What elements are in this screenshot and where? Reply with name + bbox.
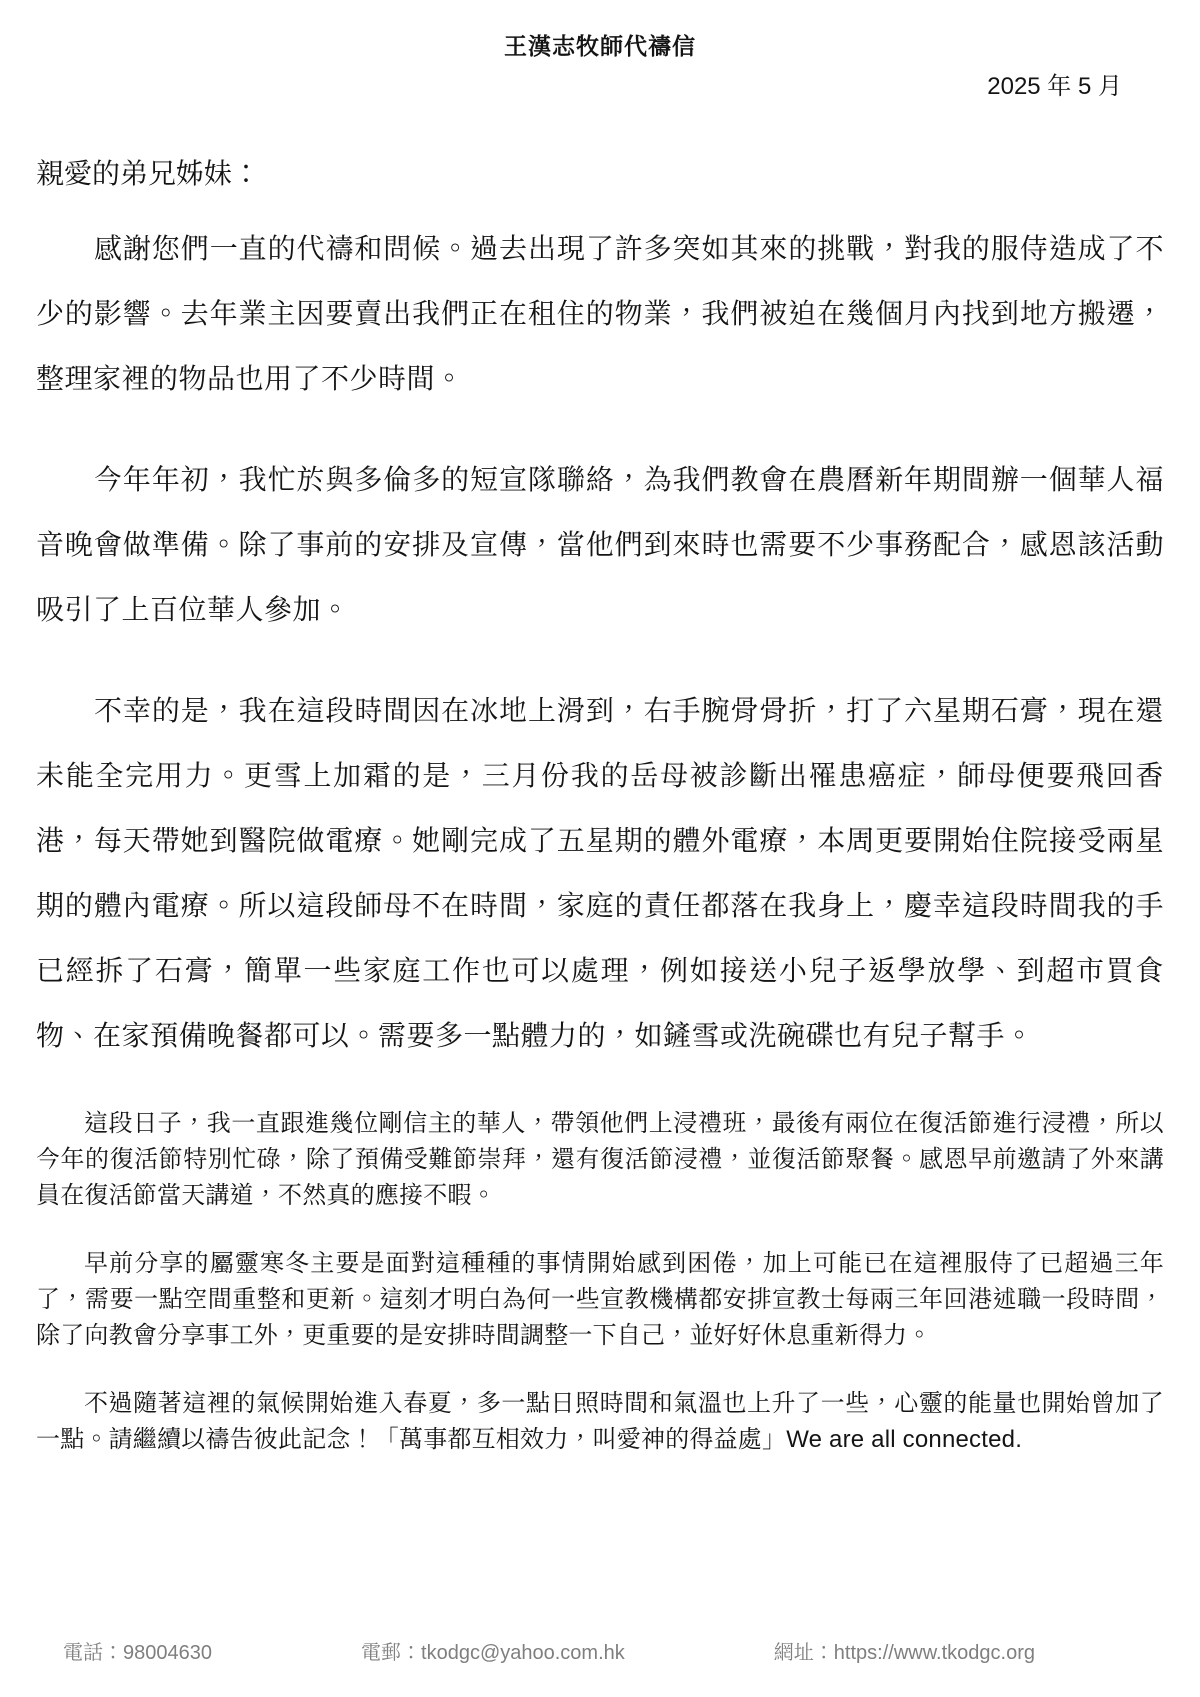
- paragraph-gospel-night: 今年年初，我忙於與多倫多的短宣隊聯絡，為我們教會在農曆新年期間辦一個華人福音晚會做準備。除了事前的安排及宣傳，當他們到來時也需要不少事務配合，感恩該活動吸引了上百位華人參加。: [36, 464, 1164, 625]
- paragraph-thanks-challenges: 感謝您們一直的代禱和問候。過去出現了許多突如其來的挑戰，對我的服侍造成了不少的影響。去年業主因要賣出我們正在租住的物業，我們被迫在幾個月內找到地方搬遷，整理家裡的物品也用了不少時間。: [36, 233, 1164, 394]
- paragraph-baptism-easter: 這段日子，我一直跟進幾位剛信主的華人，帶領他們上浸禮班，最後有兩位在復活節進行浸禮，所以今年的復活節特別忙碌，除了預備受難節崇拜，還有復活節浸禮，並復活節聚餐。感恩早前邀請了外來講員在復活節當天講道，不然真的應接不暇。: [36, 1110, 1164, 1209]
- footer-phone: 電話：98004630: [63, 1642, 212, 1664]
- paragraph-injury-family: 不幸的是，我在這段時間因在冰地上滑到，右手腕骨骨折，打了六星期石膏，現在還未能全完用力。更雪上加霜的是，三月份我的岳母被診斷出罹患癌症，師母便要飛回香港，每天帶她到醫院做電療。她剛完成了五星期的體外電療，本周更要開始住院接受兩星期的體內電療。所以這段師母不在時間，家庭的責任都落在我身上，慶幸這段時間我的手已經拆了石膏，簡單一些家庭工作也可以處理，例如接送小兒子返學放學、到超市買食物、在家預備晚餐都可以。需要多一點體力的，如鏟雪或洗碗碟也有兒子幫手。: [36, 695, 1164, 1051]
- document-title: 王漢志牧師代禱信: [504, 33, 696, 59]
- footer-website: 網址：https://www.tkodgc.org: [773, 1642, 1035, 1664]
- footer: [0, 1639, 1200, 1667]
- salutation: 親愛的弟兄姊妹：: [36, 158, 261, 189]
- paragraph-spring-closing: 不過隨著這裡的氣候開始進入春夏，多一點日照時間和氣溫也上升了一些，心靈的能量也開始曾加了一點。請繼續以禱告彼此記念！「萬事都互相效力，叫愛神的得益處」We are all connected.: [36, 1390, 1164, 1453]
- document-date: 2025 年 5 月: [987, 73, 1122, 100]
- footer-email: 電郵：tkodgc@yahoo.com.hk: [361, 1642, 625, 1664]
- paragraph-spiritual-winter: 早前分享的屬靈寒冬主要是面對這種種的事情開始感到困倦，加上可能已在這裡服侍了已超過三年了，需要一點空間重整和更新。這刻才明白為何一些宣教機構都安排宣教士每兩三年回港述職一段時間，除了向教會分享事工外，更重要的是安排時間調整一下自己，並好好休息重新得力。: [36, 1250, 1164, 1349]
